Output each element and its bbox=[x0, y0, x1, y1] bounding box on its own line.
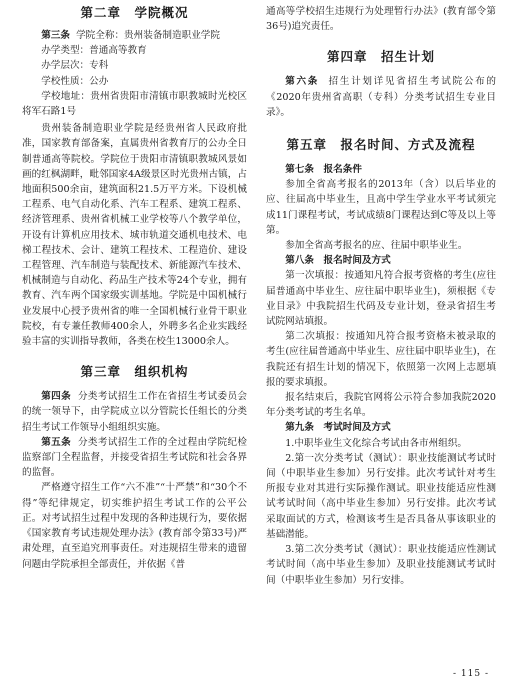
article-3 bbox=[22, 28, 247, 43]
second-application: 第二次填报：按通知凡符合报考资格未被录取的考生(应往届普通高中毕业生、应往届中职毕业生)，在我院还有招生计划的情况下，依照第一次网上志愿填报的要求填报。 bbox=[266, 331, 496, 388]
article-5-label: 第五条 bbox=[41, 436, 72, 448]
right-column bbox=[266, 4, 496, 588]
page-number: - 115 - bbox=[453, 668, 489, 679]
school-type: 办学类型：普通高等教育 bbox=[41, 45, 147, 57]
chapter-3-heading: 第三章 组织机构 bbox=[80, 364, 189, 380]
article-6-label: 第六条 bbox=[285, 76, 320, 88]
eligibility-high-school: 参加全省高考报名的2013年（含）以后毕业的应、往届高中毕业生，且高中学生学业水平考试须完成11门课程考试，考试成绩8门课程达到C等及以上等第。 bbox=[266, 179, 496, 236]
article-7-heading: 第七条 报名条件 bbox=[285, 164, 362, 176]
exam-item-1: 1.中职毕业生文化综合考试由各市州组织。 bbox=[285, 437, 468, 449]
first-application: 第一次填报：按通知凡符合报考资格的考生(应往届普通高中毕业生、应往届中职毕业生)，须根据《专业目录》中我院招生代码及专业计划，登录省招生考试院网站填报。 bbox=[266, 270, 496, 328]
exam-item-2: 2.第一次分类考试（测试）：职业技能测试考试时间（中职毕业生参加）另行安排。此次考试针对考生所报专业对其进行实际操作测试。职业技能适应性测试考试时间（高中毕业生参加）另行安排。此次考试采取面试的方式，检测该考生是否具备从事该职业的基础潜能。 bbox=[266, 452, 496, 540]
chapter-5-heading: 第五章 报名时间、方式及流程 bbox=[286, 137, 476, 153]
school-address: 学校地址：贵州省贵阳市清镇市职教城时光校区将军石路1号 bbox=[22, 90, 247, 118]
article-9-heading: 第九条 考试时间及方式 bbox=[285, 422, 391, 434]
post-registration-notice: 报名结束后，我院官网将公示符合参加我院2020年分类考试的考生名单。 bbox=[266, 392, 496, 419]
discipline-paragraph: 严格遵守招生工作“六不准”“十严禁”和“30个不得”等纪律规定，切实维护招生考试工作的公平公正。对考试招生过程中发现的各种违规行为，要依据《国家教育考试违规处理办法》(教育部令第33号)严肃处理，直至追究刑事责任。对违规招生带来的遗留问题由学院承担全部责任，并依据《普 bbox=[22, 482, 247, 570]
article-5 bbox=[22, 435, 247, 481]
article-4 bbox=[22, 389, 247, 435]
exam-item-3: 3.第二次分类考试（测试）：职业技能适应性测试考试时间（高中毕业生参加）及职业技能测试考试时间（中职毕业生参加）另行安排。 bbox=[266, 544, 496, 586]
continued-text: 通高等学校招生违规行为处理暂行办法》(教育部令第36号)追究责任。 bbox=[266, 6, 496, 33]
article-5-text: 分类考试招生工作的全过程由学院纪检监察部门全程监督，并接受省招生考试院和社会各界的监督。 bbox=[22, 436, 248, 479]
left-column bbox=[22, 4, 247, 572]
eligibility-vocational: 参加全省高考报名的应、往届中职毕业生。 bbox=[285, 240, 468, 252]
article-6 bbox=[266, 74, 496, 120]
article-3-text: 学院全称：贵州装备制造职业学院 bbox=[76, 30, 220, 41]
article-3-label: 第三条 bbox=[41, 30, 70, 41]
chapter-2-heading: 第二章 学院概况 bbox=[80, 5, 189, 20]
school-nature: 学校性质：公办 bbox=[41, 75, 109, 87]
college-introduction: 贵州装备制造职业学院是经贵州省人民政府批准，国家教育部备案，直属贵州省教育厅的公办全日制普通高等院校。学院位于贵阳市清镇职教城风景如画的红枫湖畔，毗邻国家4A级景区时光贵州古镇，占地面积500余亩，建筑面积21.5万平方米。下设机械工程系、电气自动化系、汽车工程系、建筑工程系、经济管理系、贵州省机械工业学校等八个教学单位，开设有计算机应用技术、城市轨道交通机电技术、电梯工程技术、会计、建筑工程技术、工程造价、建设工程管理、汽车制造与装配技术、新能源汽车技术、机械制造与自动化、药品生产技术等24个专业，拥有教育、汽车两个国家级实训基地。学院是中国机械行业发展中心授予贵州省的唯一全国机械行业骨干职业院校，有专兼任教师400余人，外聘多名企业实践经验丰富的实训指导教师，各类在校生13000余人。 bbox=[22, 123, 247, 348]
article-4-label: 第四条 bbox=[41, 391, 72, 403]
chapter-4-heading: 第四章 招生计划 bbox=[326, 49, 435, 65]
article-8-heading: 第八条 报名时间及方式 bbox=[285, 255, 391, 267]
article-6-text: 招生计划详见省招生考试院公布的《2020年贵州省高职（专科）分类考试招生专业目录》。 bbox=[266, 76, 497, 118]
school-level: 办学层次：专科 bbox=[41, 60, 109, 72]
article-4-text: 分类考试招生工作在省招生考试委员会的统一领导下，由学院成立以分管院长任组长的分类招生考试工作领导小组组织实施。 bbox=[22, 391, 248, 433]
